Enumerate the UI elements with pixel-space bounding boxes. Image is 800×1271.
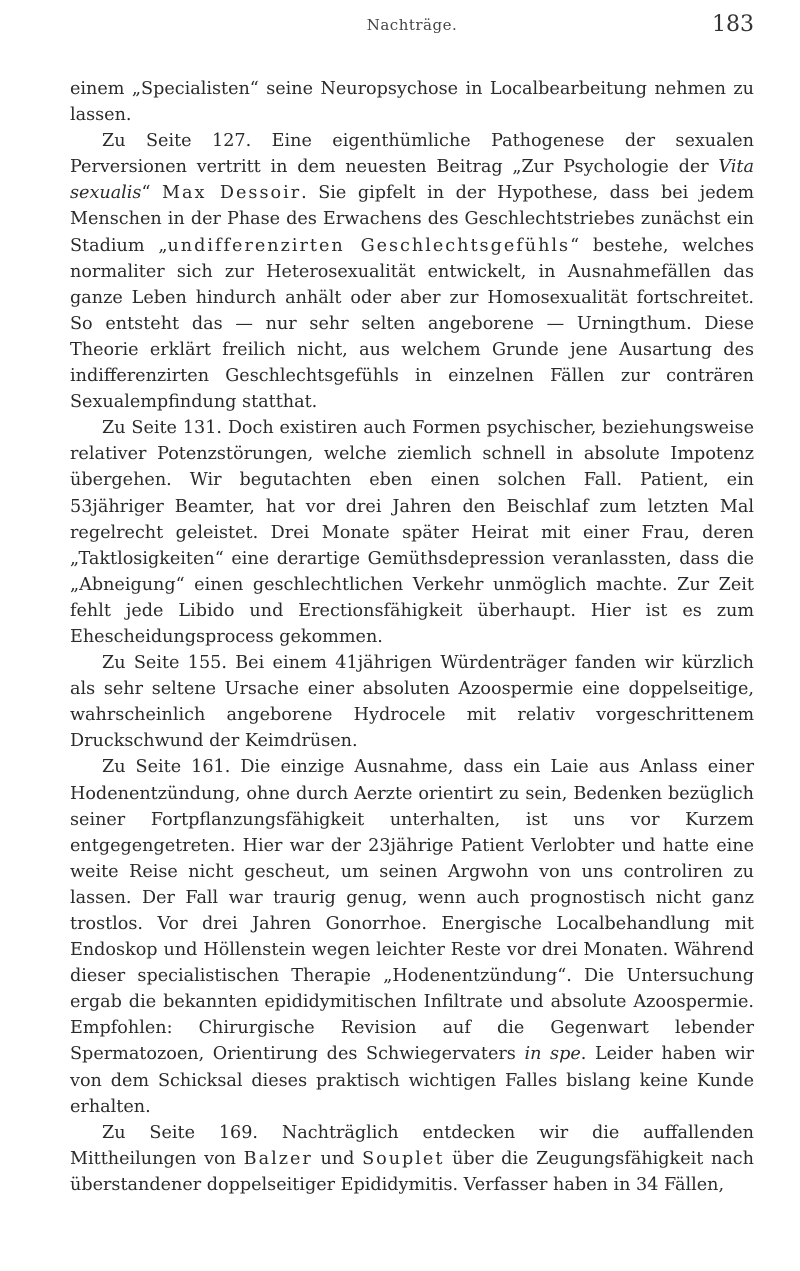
paragraph xyxy=(70,76,754,128)
italic-text: Vita sexualis xyxy=(70,157,754,204)
text-run: über die Zeugungsfähigkeit nach überstandener doppelseitiger Epididymitis. Verfasser haben in 34 Fällen, xyxy=(70,1148,754,1195)
text-run: “ xyxy=(141,183,162,204)
paragraph xyxy=(70,128,754,415)
text-run: und xyxy=(312,1148,363,1169)
paragraph xyxy=(70,754,754,1119)
spaced-name: Balzer xyxy=(243,1148,313,1169)
paragraph xyxy=(70,1120,754,1198)
text-run: “ bestehe, welches normaliter sich zur Heterosexualität entwickelt, in Ausnahmefällen das ganze Leben hindurch anhält oder aber zur Homosexualität fortschreitet. So entsteht das — nur sehr selten angeborene — Urningthum. Diese Theorie erklärt freilich nicht, aus welchem Grunde jene Ausartung des indifferenzirten Geschlechtsgefühls in einzelnen Fällen zur conträren Sexualempfindung statthat. xyxy=(70,235,754,413)
text-run: einem „Specialisten“ seine Neuropsychose in Localbearbeitung nehmen zu lassen. xyxy=(70,79,754,126)
text-run: Zu Seite 131. Doch existiren auch Formen psychischer, beziehungsweise relativer Potenzstörungen, welche ziemlich schnell in absolute Impotenz übergehen. Wir begutachten eben einen solchen Fall. Patient, ein 53jähriger Beamter, hat vor drei Jahren den Beischlaf zum letzten Mal regelrecht geleistet. Drei Monate später Heirat mit einer Frau, deren „Taktlosigkeiten“ eine derartige Gemüthsdepression veranlassten, dass die „Abneigung“ einen geschlechtlichen Verkehr unmöglich machte. Zur Zeit fehlt jede Libido und Erectionsfähigkeit überhaupt. Hier ist es zum Ehescheidungsprocess gekommen. xyxy=(70,418,754,647)
italic-text: in spe xyxy=(524,1044,581,1065)
spaced-name: Max Dessoir xyxy=(161,183,302,204)
spaced-name: Souplet xyxy=(362,1148,445,1169)
text-run: . Leider haben wir von dem Schicksal dieses praktisch wichtigen Falles bislang keine Kunde erhalten. xyxy=(70,1044,754,1117)
text-run: Zu Seite 155. Bei einem 41jährigen Würdenträger fanden wir kürzlich als sehr seltene Ursache einer absoluten Azoospermie eine doppelseitige, wahrscheinlich angeborene Hydrocele mit relativ vorgeschrittenem Druckschwund der Keimdrüsen. xyxy=(70,653,754,752)
body-text xyxy=(70,76,754,1198)
page-number: 183 xyxy=(712,12,754,37)
text-run: Zu Seite 169. Nachträglich entdecken wir die auffallenden Mittheilungen von xyxy=(70,1122,754,1169)
running-header xyxy=(70,12,754,42)
paragraph xyxy=(70,415,754,650)
text-run: Zu Seite 161. Die einzige Ausnahme, dass ein Laie aus Anlass einer Hodenentzündung, ohne durch Aerzte orientirt zu sein, Bedenken bezüglich seiner Fortpflanzungsfähigkeit unterhalten, ist uns vor Kurzem entgegengetreten. Hier war der 23jährige Patient Verlobter und hatte eine weite Reise nicht gescheut, um seinen Argwohn von uns controliren zu lassen. Der Fall war traurig genug, wenn auch prognostisch nicht ganz trostlos. Vor drei Jahren Gonorrhoe. Energische Localbehandlung mit Endoskop und Höllenstein wegen leichter Reste vor drei Monaten. Während dieser specialistischen Therapie „Hodenentzündung“. Die Untersuchung ergab die bekannten epididymitischen Infiltrate und absolute Azoospermie. Empfohlen: Chirurgische Revision auf die Gegenwart lebender Spermatozoen, Orientirung des Schwiegervaters xyxy=(70,757,754,1065)
spaced-name: undifferenzirten Geschlechtsgefühls xyxy=(167,235,571,256)
running-title: Nachträge. xyxy=(366,16,458,34)
paragraph xyxy=(70,650,754,754)
text-run: . Sie gipfelt in der Hypothese, dass bei jedem Menschen in der Phase des Erwachens des Geschlechtstriebes zunächst ein Stadium „ xyxy=(70,183,754,256)
text-run: Zu Seite 127. Eine eigenthümliche Pathogenese der sexualen Perversionen vertritt in dem neuesten Beitrag „Zur Psychologie der xyxy=(70,131,754,178)
